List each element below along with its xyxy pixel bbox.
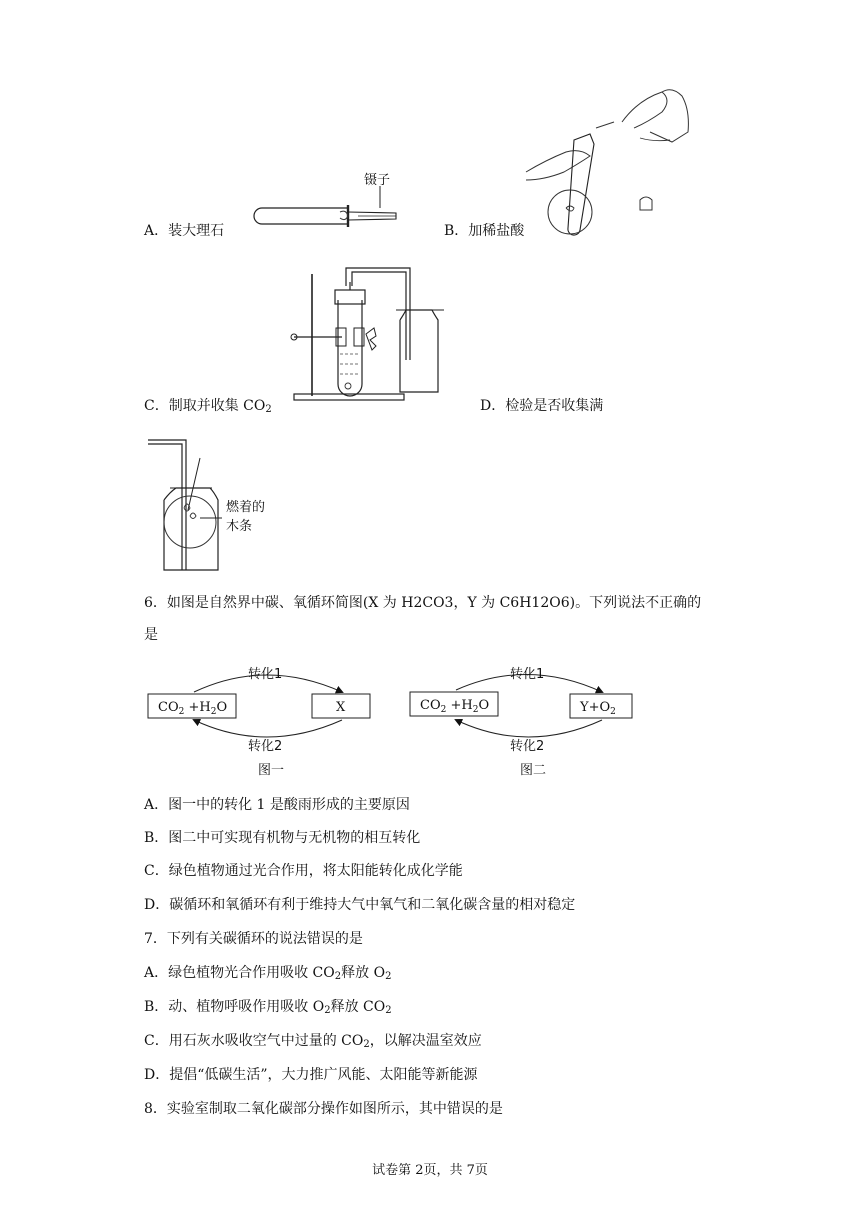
q6-option-a: A．图一中的转化 1 是酸雨形成的主要原因 — [144, 797, 410, 813]
q7-option-a: A．绿色植物光合作用吸收 $CO_2$释放 $O_2$ — [144, 965, 392, 982]
q7-option-c: C．用石灰水吸收空气中过量的 $CO_2$，以解决温室效应 — [144, 1033, 482, 1050]
q6-option-b: B．图二中可实现有机物与无机物的相互转化 — [144, 830, 421, 846]
q6-option-d: D．碳循环和氧循环有利于维持大气中氧气和二氧化碳含量的相对稳定 — [144, 897, 576, 913]
option-b-label: B．加稀盐酸 — [444, 223, 525, 239]
cycle-figure-2 — [408, 662, 638, 780]
fig1-top-label: 转化1 — [248, 667, 283, 682]
fig2-caption: 图二 — [520, 763, 547, 778]
q6-stem-line1: 6．如图是自然界中碳、氧循环简图(X 为 H2CO3，Y 为 C6H12O6)。下列说法不正确的 — [144, 595, 702, 611]
option-d-label: D．检验是否收集满 — [480, 398, 604, 414]
page-footer: 试卷第 2页，共 7页 — [372, 1163, 488, 1178]
q6-option-c: C．绿色植物通过光合作用，将太阳能转化成化学能 — [144, 863, 463, 879]
fig1-right-box: X — [336, 700, 346, 715]
fig1-caption: 图一 — [258, 763, 285, 778]
q6-stem-line2: 是 — [144, 627, 158, 643]
cycle-figure-1 — [146, 662, 376, 780]
q8-stem: 8．实验室制取二氧化碳部分操作如图所示，其中错误的是 — [144, 1101, 503, 1117]
fig1-bottom-label: 转化2 — [248, 739, 283, 754]
fig2-left-box: $CO_2 +H_2O$ — [420, 698, 490, 715]
figure-d-burning-splint — [146, 438, 286, 574]
fig2-bottom-label: 转化2 — [510, 739, 545, 754]
fig2-right-box: $Y+O_2$ — [580, 700, 616, 717]
burning-splint-label-line1: 燃着的 — [226, 500, 266, 515]
figure-b-pouring-acid — [522, 82, 712, 242]
tweezers-label: 镊子 — [364, 173, 391, 188]
fig2-top-label: 转化1 — [510, 667, 545, 682]
fig1-left-box: $CO_2 +H_2O$ — [158, 700, 228, 717]
option-c-label: C．制取并收集 $CO_2$ — [144, 398, 272, 415]
q7-option-d: D．提倡“低碳生活”，大力推广风能、太阳能等新能源 — [144, 1067, 478, 1083]
q7-stem: 7．下列有关碳循环的说法错误的是 — [144, 931, 363, 947]
option-a-label: A．装大理石 — [144, 223, 225, 239]
burning-splint-label-line2: 木条 — [226, 519, 253, 534]
q7-option-b: B．动、植物呼吸作用吸收 $O_2$释放 $CO_2$ — [144, 999, 392, 1016]
figure-a-test-tube-tweezers — [240, 168, 410, 238]
figure-c-apparatus — [282, 262, 472, 402]
